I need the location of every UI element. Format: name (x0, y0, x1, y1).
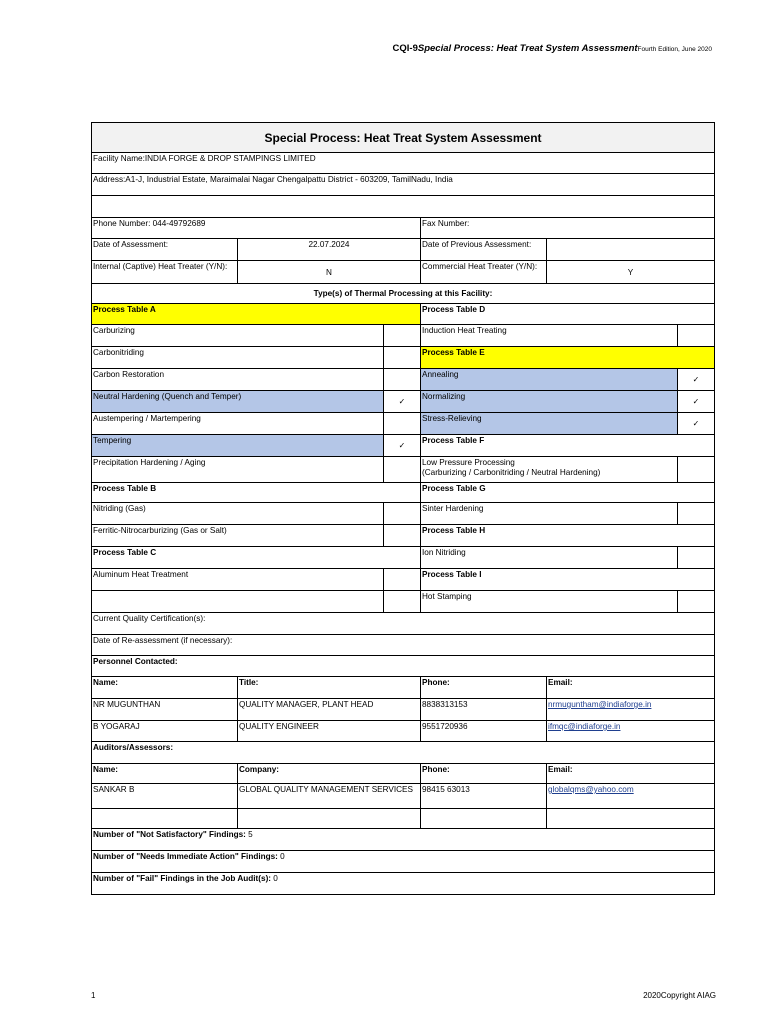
fail-findings-label: Number of "Fail" Findings in the Job Audit(s): (93, 874, 272, 883)
normalizing: Normalizing (421, 391, 678, 413)
auditor-row (92, 784, 715, 809)
personnel-phone-header: Phone: (421, 677, 547, 699)
low-pressure-line-1: Low Pressure Processing (422, 458, 515, 467)
tempering-checkmark-icon: ✓ (384, 435, 421, 457)
form-title: Special Process: Heat Treat System Assessment (92, 123, 715, 153)
neutral-hardening-checkmark-icon: ✓ (384, 391, 421, 413)
personnel-title: QUALITY ENGINEER (238, 721, 421, 742)
hot-stamping-check (678, 591, 715, 613)
ferritic-check (384, 525, 421, 547)
blank-auditor-email (547, 809, 715, 829)
page-number: 1 (91, 991, 96, 1000)
needs-immediate-action-findings (92, 851, 715, 873)
precipitation-check (384, 457, 421, 483)
types-heading: Type(s) of Thermal Processing at this Facility: (92, 284, 715, 304)
previous-assessment-label: Date of Previous Assessment: (421, 239, 547, 261)
not-satisfactory-value: 5 (245, 830, 253, 839)
commercial-value: Y (547, 261, 715, 284)
auditor-name-header: Name: (92, 764, 238, 784)
aluminum-check (384, 569, 421, 591)
fax-number: Fax Number: (421, 218, 715, 239)
not-satisfactory-findings (92, 829, 715, 851)
blank-auditor-name (92, 809, 238, 829)
carbonitriding-check (384, 347, 421, 369)
carbon-restoration-check (384, 369, 421, 391)
auditor-company-header: Company: (238, 764, 421, 784)
process-table-h: Process Table H (421, 525, 715, 547)
captive-label: Internal (Captive) Heat Treater (Y/N): (92, 261, 238, 284)
personnel-title-header: Title: (238, 677, 421, 699)
process-table-g: Process Table G (421, 483, 715, 503)
fail-findings-value: 0 (271, 874, 278, 883)
copyright: 2020Copyright AIAG (643, 991, 716, 1000)
process-table-c: Process Table C (92, 547, 421, 569)
auditor-phone-header: Phone: (421, 764, 547, 784)
nitriding-gas: Nitriding (Gas) (92, 503, 384, 525)
blank-process-check (384, 591, 421, 613)
phone-number: Phone Number: 044-49792689 (92, 218, 421, 239)
annealing-checkmark-icon: ✓ (678, 369, 715, 391)
header-code: CQI-9 (392, 43, 418, 54)
personnel-phone: 8838313153 (421, 699, 547, 721)
carburizing-check (384, 325, 421, 347)
annealing: Annealing (421, 369, 678, 391)
process-table-f: Process Table F (421, 435, 715, 457)
personnel-name: NR MUGUNTHAN (92, 699, 238, 721)
ferritic-nitrocarburizing: Ferritic-Nitrocarburizing (Gas or Salt) (92, 525, 384, 547)
auditor-name: SANKAR B (92, 784, 238, 809)
date-of-assessment-label: Date of Assessment: (92, 239, 238, 261)
page-header (393, 43, 712, 54)
stress-relieving-checkmark-icon: ✓ (678, 413, 715, 435)
process-table-a: Process Table A (92, 304, 421, 325)
blank-auditor-company (238, 809, 421, 829)
ion-check (678, 547, 715, 569)
address-continued (92, 196, 715, 218)
carbonitriding: Carbonitriding (92, 347, 384, 369)
induction-check (678, 325, 715, 347)
process-table-i: Process Table I (421, 569, 715, 591)
austempering: Austempering / Martempering (92, 413, 384, 435)
blank-auditor-phone (421, 809, 547, 829)
precipitation-hardening: Precipitation Hardening / Aging (92, 457, 384, 483)
captive-value: N (238, 261, 421, 284)
personnel-email-link[interactable]: ifmqc@indiaforge.in (548, 722, 621, 731)
stress-relieving: Stress-Relieving (421, 413, 678, 435)
process-table-d: Process Table D (421, 304, 715, 325)
fail-findings (92, 873, 715, 895)
normalizing-checkmark-icon: ✓ (678, 391, 715, 413)
previous-assessment-value (547, 239, 715, 261)
sinter-hardening: Sinter Hardening (421, 503, 678, 525)
personnel-email-header: Email: (547, 677, 715, 699)
quality-certifications: Current Quality Certification(s): (92, 613, 715, 635)
process-table-e: Process Table E (421, 347, 715, 369)
needs-immediate-action-label: Number of "Needs Immediate Action" Findings: (93, 852, 278, 861)
neutral-hardening: Neutral Hardening (Quench and Temper) (92, 391, 384, 413)
personnel-phone: 9551720936 (421, 721, 547, 742)
personnel-title: QUALITY MANAGER, PLANT HEAD (238, 699, 421, 721)
sinter-check (678, 503, 715, 525)
personnel-email-cell (547, 699, 715, 721)
auditor-phone: 98415 63013 (421, 784, 547, 809)
header-title: Special Process: Heat Treat System Assessment (417, 43, 638, 54)
reassessment-date: Date of Re-assessment (if necessary): (92, 635, 715, 656)
personnel-name: B YOGARAJ (92, 721, 238, 742)
austempering-check (384, 413, 421, 435)
facility-name: Facility Name:INDIA FORGE & DROP STAMPINGS LIMITED (92, 153, 715, 174)
personnel-row (92, 699, 715, 721)
auditor-company: GLOBAL QUALITY MANAGEMENT SERVICES (238, 784, 421, 809)
carbon-restoration: Carbon Restoration (92, 369, 384, 391)
auditor-email-cell (547, 784, 715, 809)
personnel-row (92, 721, 715, 742)
carburizing: Carburizing (92, 325, 384, 347)
assessment-form (91, 122, 715, 895)
auditor-email-header: Email: (547, 764, 715, 784)
not-satisfactory-label: Number of "Not Satisfactory" Findings: (93, 830, 246, 839)
auditors-heading: Auditors/Assessors: (92, 742, 715, 764)
personnel-name-header: Name: (92, 677, 238, 699)
commercial-label: Commercial Heat Treater (Y/N): (421, 261, 547, 284)
needs-immediate-action-value: 0 (277, 852, 285, 861)
blank-process-cell (92, 591, 384, 613)
facility-address: Address:A1-J, Industrial Estate, Maraimalai Nagar Chengalpattu District - 603209, TamilNadu, India (92, 174, 715, 196)
personnel-email-cell (547, 721, 715, 742)
date-of-assessment-value: 22.07.2024 (238, 239, 421, 261)
induction-heat-treating: Induction Heat Treating (421, 325, 678, 347)
low-pressure-line-2: (Carburizing / Carbonitriding / Neutral Hardening) (422, 468, 601, 477)
nitriding-check (384, 503, 421, 525)
process-table-b: Process Table B (92, 483, 421, 503)
auditor-email-link[interactable]: globalqms@yahoo.com (548, 785, 634, 794)
personnel-contacted-heading: Personnel Contacted: (92, 656, 715, 677)
header-edition: Fourth Edition, June 2020 (637, 46, 712, 53)
tempering: Tempering (92, 435, 384, 457)
aluminum-heat-treatment: Aluminum Heat Treatment (92, 569, 384, 591)
low-pressure-check (678, 457, 715, 483)
ion-nitriding: Ion Nitriding (421, 547, 678, 569)
personnel-email-link[interactable]: nrmuguntham@indiaforge.in (548, 700, 652, 709)
hot-stamping: Hot Stamping (421, 591, 678, 613)
low-pressure-processing (421, 457, 678, 483)
